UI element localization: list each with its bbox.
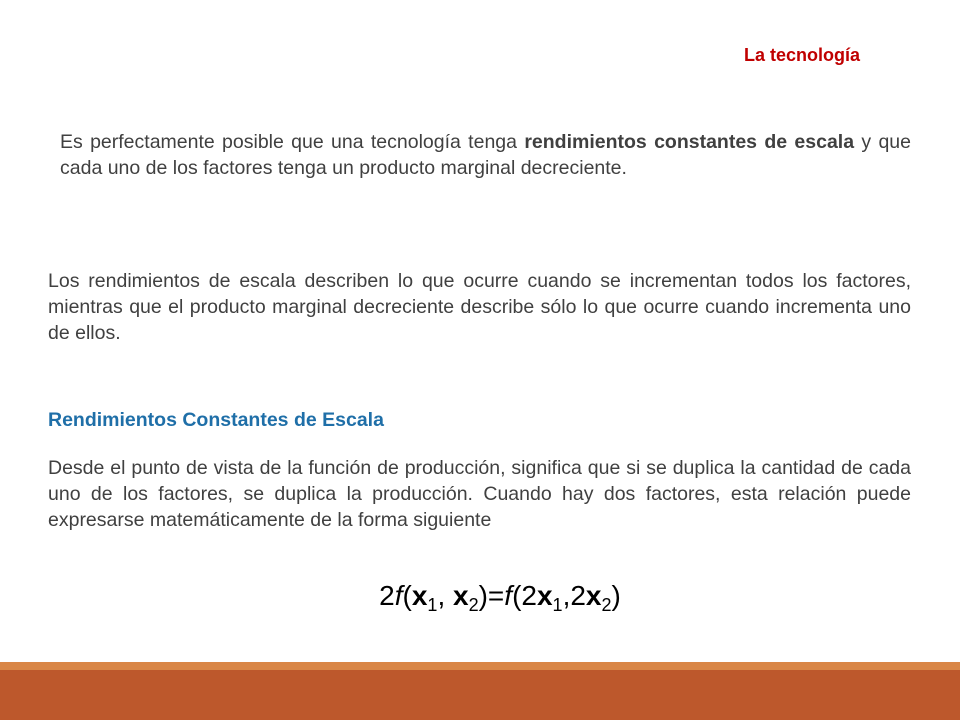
paragraph-constant-returns: [60, 129, 911, 181]
formula-open-2: (2: [512, 580, 537, 611]
formula-var-x1: x: [411, 580, 428, 611]
formula-open: (: [402, 580, 412, 611]
formula-func: f: [394, 580, 403, 611]
formula-sep-2: ,2: [562, 580, 586, 611]
formula-mid: )=: [478, 580, 505, 611]
formula-var-x1-b: x: [536, 580, 553, 611]
formula-sub-1: 1: [427, 595, 438, 615]
paragraph1-text-start: Es perfectamente posible que una tecnología tenga: [60, 131, 525, 153]
formula-var-x2-b: x: [585, 580, 602, 611]
formula-func-2: f: [504, 580, 513, 611]
paragraph1-text-end: y que cada uno de los factores tenga un producto marginal decreciente.: [60, 131, 911, 179]
paragraph-production-function: Desde el punto de vista de la función de producción, significa que si se duplica la cantidad de cada uno de los factores, se duplica la producción. Cuando hay dos factores, esta relación puede expresarse matemáticamente de la forma siguiente: [48, 457, 911, 531]
footer-thin-band: [0, 662, 960, 670]
paragraph1-bold-term: rendimientos constantes de escala: [524, 131, 855, 153]
slide-title: La tecnología: [743, 45, 860, 65]
formula-sub-3: 1: [552, 595, 563, 615]
formula: [0, 580, 960, 615]
formula-var-x2: x: [453, 580, 469, 611]
subheading: Rendimientos Constantes de Escala: [48, 409, 384, 431]
paragraph-returns-description: Los rendimientos de escala describen lo que ocurre cuando se incrementan todos los factores, mientras que el producto marginal decreciente describe sólo lo que ocurre cuando incrementa uno de ellos.: [48, 270, 911, 344]
formula-sub-4: 2: [601, 595, 612, 615]
formula-sub-2: 2: [468, 595, 479, 615]
formula-coef: 2: [379, 580, 395, 611]
footer-band: [0, 670, 960, 720]
formula-close: ): [611, 580, 621, 611]
formula-sep: ,: [437, 580, 453, 611]
